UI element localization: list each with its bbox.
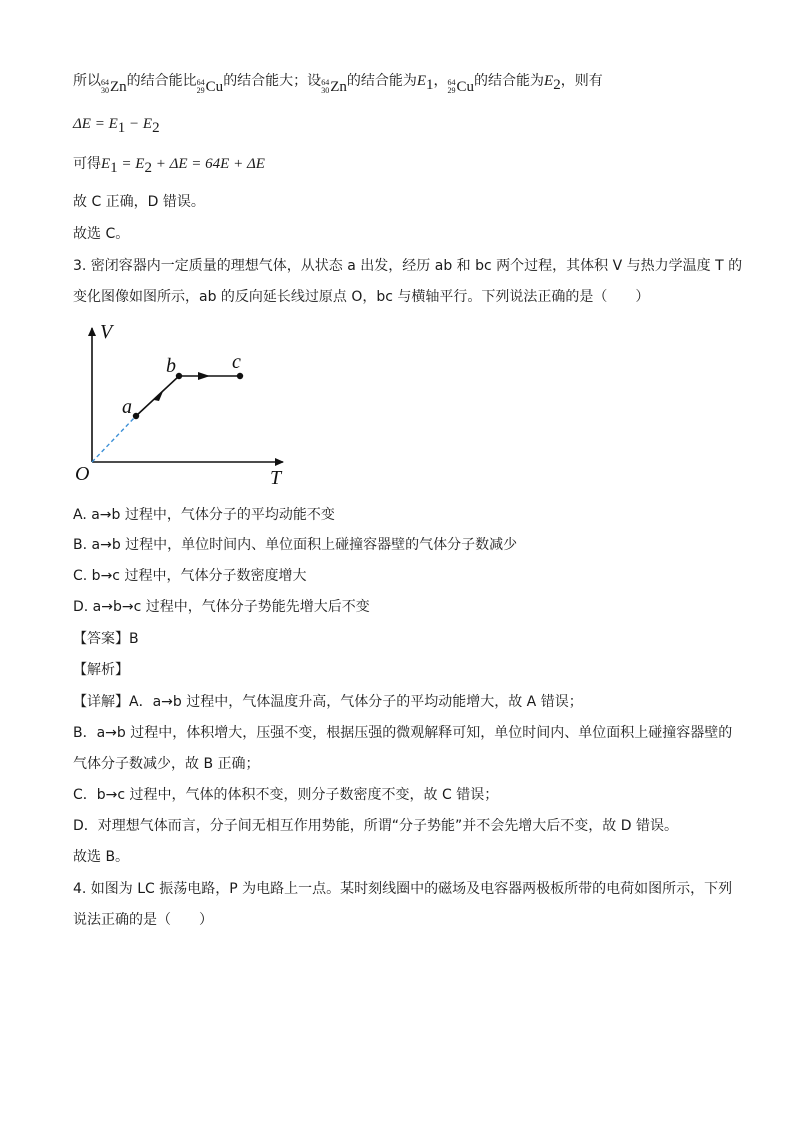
question-3-line-2: 变化图像如图所示，ab 的反向延长线过原点 O，bc 与横轴平行。下列说法正确的是（ ） — [73, 289, 650, 305]
vt-graph-figure — [70, 318, 290, 493]
math: = E — [117, 156, 145, 172]
text: 的结合能比 — [126, 73, 197, 89]
detail-line-3: C．b→c 过程中，气体的体积不变，则分子数密度不变，故 C 错误； — [73, 787, 499, 803]
binding-energy-line — [73, 71, 603, 97]
mass-number: 64 — [321, 78, 330, 87]
text: ，则有 — [560, 73, 603, 89]
ab-arrow-icon — [154, 389, 164, 401]
choose-line: 故选 B。 — [73, 849, 130, 865]
t-axis-label: T — [270, 467, 282, 489]
question-3-line-1: 3. 密闭容器内一定质量的理想气体，从状态 a 出发，经历 ab 和 bc 两个过程，其体积 V 与热力学温度 T 的 — [73, 258, 743, 274]
ab-segment — [136, 376, 179, 416]
analysis-heading: 【解析】 — [73, 662, 129, 678]
math: E — [101, 156, 111, 172]
text: 可得 — [73, 156, 101, 172]
question-4-line-1: 4. 如图为 LC 振荡电路，P 为电路上一点。某时刻线圈中的磁场及电容器两极板所带的电荷如图所示，下列 — [73, 881, 733, 897]
point-c — [237, 373, 243, 379]
point-b-label: b — [166, 355, 176, 377]
question-4-line-2: 说法正确的是（ ） — [73, 912, 213, 928]
math: + ΔE = 64E + ΔE — [151, 156, 265, 172]
option-a: A. a→b 过程中，气体分子的平均动能不变 — [73, 507, 335, 523]
choice-line: 故选 C。 — [73, 226, 130, 242]
delta-e-equation — [73, 114, 160, 138]
subscript: 2 — [144, 159, 152, 176]
detail-line-2b: 气体分子数减少，故 B 正确； — [73, 756, 260, 772]
subscript: 2 — [553, 76, 561, 93]
text: 的结合能为 — [474, 73, 545, 89]
element-symbol: Zn — [330, 79, 347, 95]
conclusion-line: 故 C 正确，D 错误。 — [73, 194, 205, 210]
zn-isotope — [321, 77, 347, 97]
subscript: 1 — [426, 76, 434, 93]
cu-isotope — [197, 77, 224, 97]
detail-line-1: 【详解】A．a→b 过程中，气体温度升高，气体分子的平均动能增大，故 A 错误； — [73, 694, 583, 710]
atomic-number: 29 — [447, 86, 456, 95]
detail-line-4: D．对理想气体而言，分子间无相互作用势能，所谓“分子势能”并不会先增大后不变，故 D 错误。 — [73, 818, 678, 834]
text: ， — [433, 73, 448, 89]
text: 的结合能大；设 — [223, 73, 322, 89]
mass-number: 64 — [447, 78, 456, 87]
option-d: D. a→b→c 过程中，气体分子势能先增大后不变 — [73, 599, 370, 615]
math: ΔE = E — [73, 116, 118, 132]
subscript: 1 — [117, 119, 126, 136]
option-c: C. b→c 过程中，气体分子数密度增大 — [73, 568, 307, 584]
v-axis-label: V — [100, 321, 113, 343]
mass-number: 64 — [196, 78, 205, 87]
zn-isotope — [101, 77, 127, 97]
point-a-label: a — [122, 396, 132, 418]
subscript: 2 — [152, 119, 160, 136]
atomic-number: 30 — [321, 86, 330, 95]
text: 的结合能为 — [346, 73, 417, 89]
math-e2: E — [544, 73, 554, 89]
point-b — [176, 373, 182, 379]
subscript: 1 — [110, 159, 118, 176]
answer-line: 【答案】B — [73, 631, 139, 647]
mass-number: 64 — [101, 78, 109, 87]
point-c-label: c — [232, 351, 241, 373]
result-equation — [73, 154, 265, 178]
element-symbol: Zn — [110, 79, 127, 95]
math: − E — [125, 116, 153, 132]
cu-isotope — [448, 77, 475, 97]
element-symbol: Cu — [456, 79, 475, 95]
option-b: B. a→b 过程中，单位时间内、单位面积上碰撞容器壁的气体分子数减少 — [73, 537, 518, 553]
dashed-extension-line — [92, 416, 136, 462]
point-a — [133, 413, 139, 419]
origin-label: O — [75, 463, 90, 485]
detail-line-2a: B．a→b 过程中，体积增大，压强不变，根据压强的微观解释可知，单位时间内、单位面积上碰撞容器壁的 — [73, 725, 733, 741]
element-symbol: Cu — [205, 79, 224, 95]
bc-arrow-icon — [198, 372, 210, 380]
atomic-number: 30 — [101, 86, 109, 95]
atomic-number: 29 — [196, 86, 205, 95]
math-e1: E — [416, 73, 427, 89]
text: 所以 — [73, 73, 101, 89]
